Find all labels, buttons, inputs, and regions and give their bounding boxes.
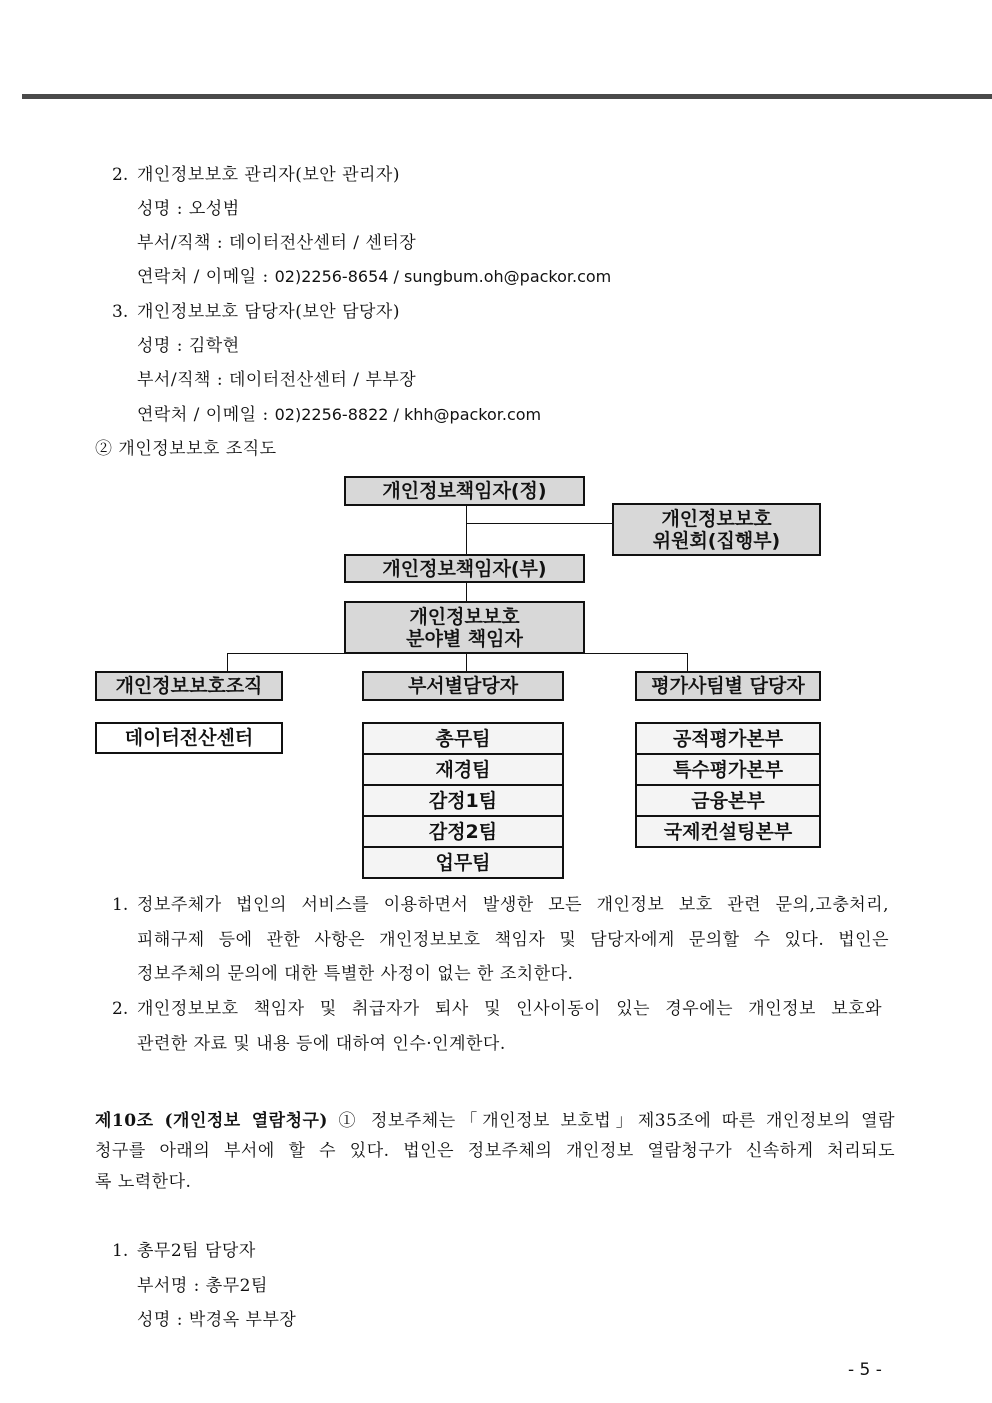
officer-name: 성명 : 김학현 [137, 336, 240, 356]
article-10-line2: 청구를 아래의 부서에 할 수 있다. 법인은 정보주체의 개인정보 열람청구가 신속하게 처리되도 [95, 1141, 895, 1161]
article-10-line1 [95, 1110, 895, 1132]
paragraph-line: 개인정보보호 책임자 및 취급자가 퇴사 및 인사이동이 있는 경우에는 개인정보 보호와 [137, 999, 882, 1019]
eval-unit-box: 금융본부 [635, 784, 821, 817]
paragraph-number: 2. [112, 999, 129, 1019]
contact-value: 02)2256-8654 / sungbum.oh@packor.com [274, 267, 612, 286]
contact-value: 02)2256-8822 / khh@packor.com [274, 405, 542, 424]
connector-line [466, 583, 467, 601]
item-number: 2. [112, 165, 129, 185]
officer-contact [137, 404, 541, 426]
paragraph-line: 관련한 자료 및 내용 등에 대하여 인수·인계한다. [137, 1034, 506, 1054]
connector-line [466, 506, 467, 554]
header-rule [22, 94, 992, 99]
eval-unit-box: 특수평가본부 [635, 753, 821, 786]
deputy-privacy-officer-box: 개인정보책임자(부) [344, 554, 585, 583]
branch-org-box: 개인정보보호조직 [95, 671, 283, 701]
dept-unit-box: 업무팀 [362, 846, 564, 879]
paragraph-number: 1. [112, 895, 129, 915]
committee-box [612, 503, 821, 556]
contact-dept: 부서명 : 총무2팀 [137, 1276, 268, 1296]
org-chart-heading: ② 개인정보보호 조직도 [95, 439, 277, 459]
connector-line [466, 654, 467, 672]
connector-line [687, 653, 688, 672]
eval-unit-box: 공적평가본부 [635, 722, 821, 755]
paragraph-line: 피해구제 등에 관한 사항은 개인정보보호 책임자 및 담당자에게 문의할 수 있다. 법인은 [137, 930, 889, 950]
connector-line [466, 523, 612, 524]
dept-unit-box: 재경팀 [362, 753, 564, 786]
officer-title: 개인정보보호 담당자(보안 담당자) [137, 302, 400, 322]
article-text: ① 정보주체는「개인정보 보호법」제35조에 따른 개인정보의 열람 [327, 1111, 895, 1131]
field-officer-line1: 개인정보보호 [409, 605, 520, 628]
connector-line [227, 653, 228, 672]
dept-unit-box: 감정2팀 [362, 815, 564, 848]
branch-dept-box: 부서별담당자 [362, 671, 564, 701]
contact-label: 연락처 / 이메일 : [137, 267, 275, 287]
committee-line2: 위원회(집행부) [652, 529, 781, 552]
connector-line [227, 653, 688, 654]
dept-unit-box: 총무팀 [362, 722, 564, 755]
eval-unit-box: 국제컨설팅본부 [635, 815, 821, 848]
page-number: - 5 - [848, 1360, 882, 1380]
manager-title: 개인정보보호 관리자(보안 관리자) [137, 165, 400, 185]
contact-label: 연락처 / 이메일 : [137, 405, 275, 425]
contact-title: 총무2팀 담당자 [137, 1241, 256, 1261]
paragraph-line: 정보주체가 법인의 서비스를 이용하면서 발생한 모든 개인정보 보호 관련 문의,고충처리, [137, 895, 889, 915]
item-number: 3. [112, 302, 129, 322]
manager-dept: 부서/직책 : 데이터전산센터 / 센터장 [137, 233, 417, 253]
chief-privacy-officer-box: 개인정보책임자(정) [344, 476, 585, 506]
field-officer-line2: 분야별 책임자 [406, 627, 523, 650]
item-number: 1. [112, 1241, 129, 1261]
field-officer-box [344, 601, 585, 654]
branch-eval-box: 평가사팀별 담당자 [635, 671, 821, 701]
officer-dept: 부서/직책 : 데이터전산센터 / 부부장 [137, 370, 417, 390]
article-10-line3: 록 노력한다. [95, 1172, 192, 1192]
contact-name: 성명 : 박경옥 부부장 [137, 1310, 297, 1330]
dept-unit-box: 감정1팀 [362, 784, 564, 817]
article-heading: 제10조 (개인정보 열람청구) [95, 1111, 328, 1131]
manager-contact [137, 266, 611, 288]
paragraph-line: 정보주체의 문의에 대한 특별한 사정이 없는 한 조치한다. [137, 964, 574, 984]
committee-line1: 개인정보보호 [661, 507, 772, 530]
manager-name: 성명 : 오성범 [137, 199, 240, 219]
org-unit-box: 데이터전산센터 [95, 722, 283, 754]
